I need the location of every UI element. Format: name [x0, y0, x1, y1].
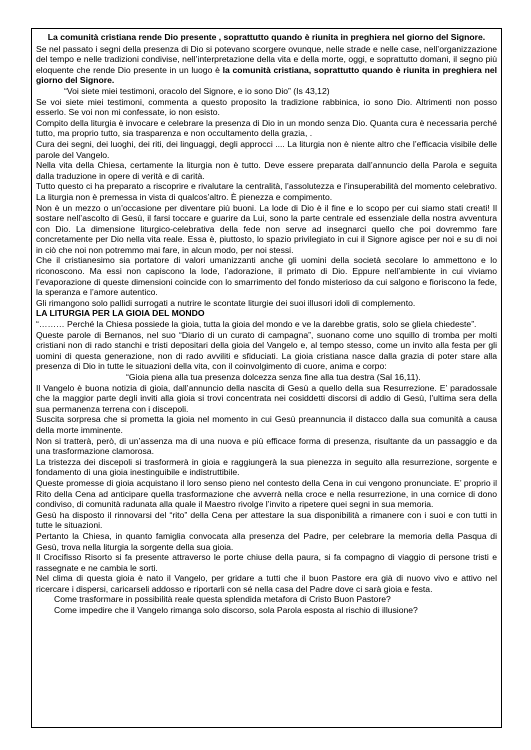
- paragraph: Pertanto la Chiesa, in quanto famiglia convocata alla presenza del Padre, per celebrare la memoria della Pasqua di Gesù, trova nella liturgia la sorgente della sua gioia.: [36, 530, 497, 552]
- paragraph: Non è un mezzo o un’occasione per diventare più buoni. La lode di Dio è il fine e lo scopo per cui siamo stati creati! Il sostare nell’ascolto di Gesù, il farsi toccare e guarire da Lui, sono la parte centrale ed essenziale della nostra avventura con Dio. La dimensione liturgico-celebrativa della fede non serve ad insegnarci quello che poi dovremmo fare concretamente per Dio nella vita reale. Essa è, piuttosto, lo spazio privilegiato in cui il Signore agisce per noi e su di noi in ciò che noi non potremmo mai fare, in alcun modo, per noi stessi.: [36, 202, 497, 255]
- paragraph: Gli rimangono solo pallidi surrogati a nutrire le scontate liturgie dei suoi illusori idoli di complemento.: [36, 297, 416, 308]
- paragraph: Il Vangelo è buona notizia di gioia, dall’annuncio della nascita di Gesù a quello della sua Resurrezione. E’ paradossale che la maggior parte degli inviti alla gioia si trovi concentrata nei cosiddetti discorsi di addio di Gesù, l’ultima sera della sua permanenza terrena con i discepoli.: [36, 382, 497, 414]
- paragraph: La tristezza dei discepoli si trasformerà in gioia e raggiungerà la sua pienezza in seguito alla resurrezione, sorgente e fondamento di una gioia inestinguibile e indistruttibile.: [36, 456, 497, 478]
- scripture-quote: “Voi siete miei testimoni, oracolo del Signore, e io sono Dio” (Is 43,12): [64, 85, 330, 96]
- paragraph: Non si tratterà, però, di un’assenza ma di una nuova e più efficace forma di presenza, risultante da un passaggio e da una trasformazione clamorosa.: [36, 435, 497, 457]
- paragraph: Compito della liturgia è invocare e celebrare la presenza di Dio in un mondo senza Dio. Quanta cura è necessaria perché tutto, ma proprio tutto, sia trasparenza e non occultamento della grazia, .: [36, 117, 497, 139]
- paragraph: Cura dei segni, dei luoghi, dei riti, dei linguaggi, degli approcci .... La liturgia non è niente altro che l’efficacia visibile delle parole del Vangelo.: [36, 138, 497, 160]
- paragraph: Gesù ha disposto il rinnovarsi del “rito” della Cena per attestare la sua disponibilità a rimanere con i suoi e con tutti in tutte le situazioni.: [36, 509, 497, 531]
- paragraph-text: Se nel passato i segni della presenza di Dio si potevano scorgere ovunque, nelle strade e nelle case, nell’organizzazione del tempo e nelle tradizioni condivise, nell’interpretazione della vita e della morte, oggi, e soprattutto domani, il segno più eloquente che rende Dio presente in un luogo è: [36, 43, 497, 75]
- section-heading: LA LITURGIA PER LA GIOIA DEL MONDO: [36, 308, 205, 319]
- scripture-quote: “Gioia piena alla tua presenza dolcezza senza fine alla tua destra (Sal 16,11).: [126, 372, 421, 382]
- paragraph: Suscita sorpresa che si prometta la gioia nel momento in cui Gesù preannuncia il distacco dalla sua comunità a causa della morte imminente.: [36, 414, 497, 435]
- document-title: La comunità cristiana rende Dio presente , soprattutto quando è riunita in preghiera nel giorno del Signore.: [47, 32, 486, 42]
- document-page: [31, 28, 502, 728]
- paragraph: Se voi siete miei testimoni, commenta a questo proposito la tradizione rabbinica, io sono Dio. Altrimenti non posso esserlo. Se voi non mi confessate, io non esisto.: [36, 96, 497, 118]
- closing-question: Come impedire che il Vangelo rimanga solo discorso, sola Parola esposta al rischio di illusione?: [54, 605, 418, 616]
- paragraph: Che il cristianesimo sia portatore di valori umanizzanti anche gli uomini della società secolare lo ammettono e lo riconoscono. Ma essi non capiscono la lode, l’adorazione, il primato di Dio. Eppure nell’ambiente in cui viviamo l’evaporazione di queste dimensioni coincide con lo smarrimento del fondo misterioso da cui salgono e fioriscono la fede, la speranza e l’amore autentico.: [36, 255, 497, 298]
- paragraph: [36, 44, 497, 86]
- closing-question: Come trasformare in possibilità reale questa splendida metafora di Cristo Buon Pastore?: [54, 594, 391, 605]
- paragraph: Queste parole di Bernanos, nel suo “Diario di un curato di campagna”, suonano come uno squillo di tromba per molti cristiani non di rado stanchi e tristi depositari della gioia del Vangelo e, al tempo stesso, come un invito alla festa per gli uomini di questa generazione, non di rado avviliti e sfiduciati. La gioia cristiana nasce dalla grazia di poter stare alla presenza di Dio in tutte le situazioni della vita, con il coinvolgimento di cuore, anima e corpo:: [36, 329, 497, 372]
- paragraph: Tutto questo ci ha preparato a riscoprire e rivalutare la centralità, l’assolutezza e l’insuperabilità del momento celebrativo. La liturgia non è premessa in vista di qualcos’altro. È pienezza e compimento.: [36, 181, 497, 202]
- paragraph: Queste promesse di gioia acquistano il loro senso pieno nel contesto della Cena in cui vengono pronunciate. E’ proprio il Rito della Cena ad anticipare quella trasformazione che avverrà nella croce e nella resurrezione, in una cornice di dono condiviso, di comunità radunata alla quale il Maestro rivolge l’invito a ripetere quei segni in sua memoria.: [36, 477, 497, 510]
- paragraph: Il Crocifisso Risorto si fa presente attraverso le porte chiuse della paura, si fa compagno di viaggio di persone tristi e rassegnate e ne cambia le sorti.: [36, 552, 497, 573]
- paragraph: Nel clima di questa gioia è nato il Vangelo, per gridare a tutti che il buon Pastore era già di nuovo vivo e attivo nel ricercare i dispersi, caricarseli addosso e riportarli con sé nella casa del Padre dove ci sarà gioia e festa.: [36, 573, 497, 594]
- emphasis-text: la comunità cristiana, soprattutto quando è riunita in preghiera nel giorno del Signore.: [36, 64, 497, 86]
- bernanos-quote: “……… Perché la Chiesa possiede la gioia, tutta la gioia del mondo e ve la darebbe gratis, solo se gliela chiedeste”.: [36, 319, 477, 330]
- paragraph: Nella vita della Chiesa, certamente la liturgia non è tutto. Deve essere preparata dall’annuncio della Parola e seguita dalla traduzione in opere di verità e di carità.: [36, 160, 497, 181]
